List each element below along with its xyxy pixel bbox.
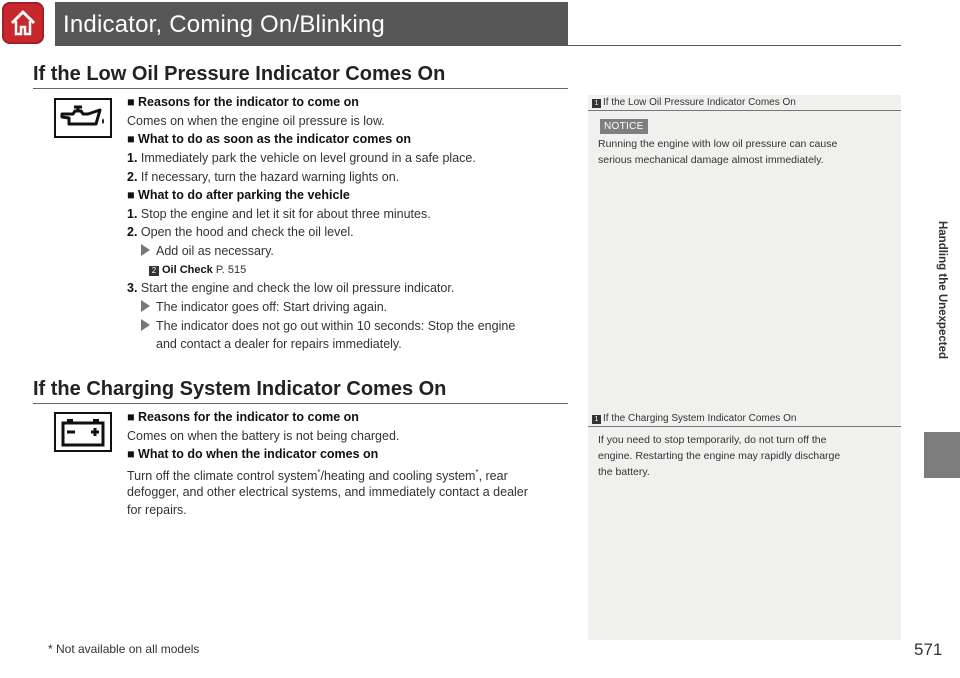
sidebar-notes [588, 95, 901, 640]
oil-step-2 [127, 169, 399, 185]
home-button[interactable] [2, 2, 44, 44]
oil-after-step-3-result-a [141, 299, 387, 315]
oil-subheading-after: ■ What to do after parking the vehicle [127, 188, 350, 202]
sidebar-line: Running the engine with low oil pressure can cause [598, 138, 838, 150]
text-part: , rear [478, 469, 508, 484]
oil-after-step-3-result-b-cont: and contact a dealer for repairs immediately. [156, 337, 402, 351]
footnote: * Not available on all models [48, 642, 200, 656]
sidebar-note-oil-divider [588, 110, 901, 111]
sidebar-note-oil-title-text: If the Low Oil Pressure Indicator Comes On [603, 97, 796, 108]
step-text: Start the engine and check the low oil pressure indicator. [140, 281, 455, 295]
sidebar-line: engine. Restarting the engine may rapidly discharge [598, 450, 841, 462]
page-number: 571 [914, 640, 943, 659]
section-title-charging: If the Charging System Indicator Comes On [33, 378, 447, 400]
oil-check-link-label: Oil Check [162, 264, 213, 276]
cross-reference-icon: 2 [149, 266, 159, 276]
sidebar-note-oil-header [588, 95, 901, 111]
oil-subheading-after-text: What to do after parking the vehicle [138, 188, 350, 202]
sidebar-line: the battery. [598, 466, 650, 478]
charging-section-body [127, 409, 572, 524]
sidebar-note-charging-header [588, 411, 901, 427]
sidebar-note-charging-title-text: If the Charging System Indicator Comes On [603, 413, 797, 424]
oil-section-body [127, 94, 572, 364]
section-divider-charging [33, 403, 568, 404]
oil-can-icon [54, 98, 112, 138]
oil-subheading-immediate: ■ What to do as soon as the indicator comes on [127, 132, 411, 146]
step-number: 3. [127, 281, 138, 295]
step-text: Open the hood and check the oil level. [140, 225, 354, 239]
step-number: 2. [127, 170, 138, 184]
charging-action-line-1 [127, 465, 508, 484]
page-title: Indicator, Coming On/Blinking [63, 11, 385, 38]
sidebar-note-charging-title [592, 413, 796, 424]
home-icon [9, 9, 37, 37]
result-text: The indicator does not go out within 10 seconds: Stop the engine [156, 319, 516, 333]
result-text: The indicator goes off: Start driving again. [156, 300, 388, 314]
footnote-marker: * [475, 468, 479, 477]
sidebar-note-oil-title [592, 97, 796, 108]
step-number: 2. [127, 225, 138, 239]
oil-check-link[interactable] [149, 262, 246, 278]
sidebar-note-charging-body [598, 432, 893, 480]
oil-after-step-2-result [141, 243, 274, 259]
oil-reason-text: Comes on when the engine oil pressure is low. [127, 114, 385, 128]
section-title-oil: If the Low Oil Pressure Indicator Comes On [33, 63, 446, 85]
text-part: Turn off the climate control system [127, 469, 318, 484]
oil-subheading-immediate-text: What to do as soon as the indicator comes on [138, 132, 411, 146]
charging-subheading-reasons: ■ Reasons for the indicator to come on [127, 410, 359, 424]
charging-subheading-reasons-text: Reasons for the indicator to come on [138, 410, 359, 424]
chapter-side-tab[interactable]: Handling the Unexpected [936, 220, 948, 360]
header-divider [55, 45, 901, 46]
oil-check-link-page: P. 515 [215, 264, 247, 276]
oil-subheading-reasons: ■ Reasons for the indicator to come on [127, 95, 359, 109]
step-text: If necessary, turn the hazard warning lights on. [140, 170, 400, 184]
result-arrow-icon [141, 319, 150, 331]
charging-action-line-2: defogger, and other electrical systems, and immediately contact a dealer [127, 485, 528, 499]
step-text: Stop the engine and let it sit for about three minutes. [140, 207, 431, 221]
oil-after-step-3-result-b [141, 318, 515, 334]
footnote-marker: * [317, 468, 321, 477]
step-text: Immediately park the vehicle on level ground in a safe place. [140, 151, 476, 165]
cross-reference-icon: 1 [592, 99, 601, 108]
section-divider-oil [33, 88, 568, 89]
result-arrow-icon [141, 244, 150, 256]
charging-action-line-3: for repairs. [127, 503, 187, 517]
charging-subheading-action: ■ What to do when the indicator comes on [127, 447, 379, 461]
sidebar-line: If you need to stop temporarily, do not turn off the [598, 434, 827, 446]
result-text: Add oil as necessary. [156, 244, 274, 258]
oil-step-1 [127, 150, 476, 166]
oil-after-step-2 [127, 224, 354, 240]
oil-after-step-3 [127, 280, 454, 296]
step-number: 1. [127, 207, 138, 221]
oil-after-step-1 [127, 206, 431, 222]
result-arrow-icon [141, 300, 150, 312]
step-number: 1. [127, 151, 138, 165]
chapter-tab-marker [924, 432, 960, 478]
sidebar-line: serious mechanical damage almost immediately. [598, 154, 824, 166]
notice-badge: NOTICE [600, 119, 648, 134]
header-bar [55, 2, 568, 45]
cross-reference-icon: 1 [592, 415, 601, 424]
sidebar-note-oil-body [598, 136, 893, 168]
text-part: /heating and cooling system [320, 469, 476, 484]
oil-subheading-reasons-text: Reasons for the indicator to come on [138, 95, 359, 109]
battery-icon [54, 412, 112, 452]
sidebar-note-charging-divider [588, 426, 901, 427]
charging-subheading-action-text: What to do when the indicator comes on [138, 447, 379, 461]
charging-reason-text: Comes on when the battery is not being charged. [127, 429, 400, 443]
